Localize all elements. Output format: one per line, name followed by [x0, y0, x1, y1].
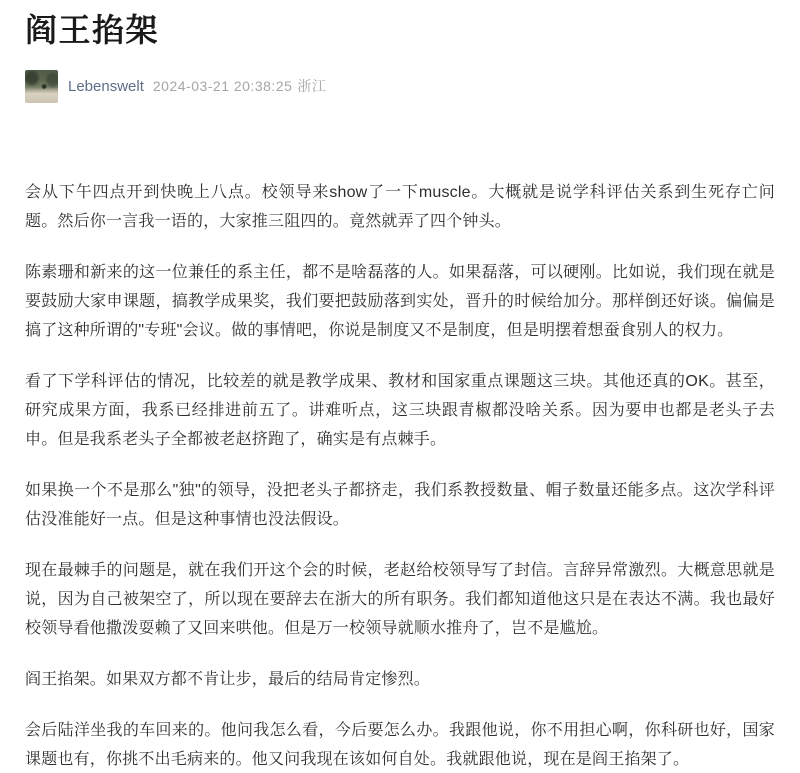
post-paragraph: 阎王掐架。如果双方都不肯让步，最后的结局肯定惨烈。	[25, 671, 431, 688]
post-paragraph: 陈素珊和新来的这一位兼任的系主任，都不是啥磊落的人。如果磊落，可以硬刚。比如说，我们现在就是要鼓励大家申课题，搞教学成果奖，我们要把鼓励落到实处，晋升的时候给加分。那样倒还好谈。偏偏是搞了这种所谓的"专班"会议。做的事情吧，你说是制度又不是制度，但是明摆着想蚕食别人的权力。	[25, 264, 775, 339]
post-paragraph: 如果换一个不是那么"独"的领导，没把老头子都挤走，我们系教授数量、帽子数量还能多点。这次学科评估没准能好一点。但是这种事情也没法假设。	[25, 482, 775, 528]
post-paragraph: 现在最棘手的问题是，就在我们开这个会的时候，老赵给校领导写了封信。言辞异常激烈。大概意思就是说，因为自己被架空了，所以现在要辞去在浙大的所有职务。我们都知道他这只是在表达不满。我也最好校领导看他撒泼耍赖了又回来哄他。但是万一校领导就顺水推舟了，岂不是尴尬。	[25, 562, 775, 637]
post-body	[25, 178, 775, 773]
post-paragraph: 会后陆洋坐我的车回来的。他问我怎么看，今后要怎么办。我跟他说，你不用担心啊，你科研也好，国家课题也有，你挑不出毛病来的。他又问我现在该如何自处。我就跟他说，现在是阎王掐架了。	[25, 722, 775, 768]
post-location: 浙江	[297, 78, 327, 94]
author-row	[25, 69, 775, 103]
author-avatar[interactable]	[25, 70, 58, 103]
author-name[interactable]: Lebenswelt	[68, 77, 144, 95]
post-paragraph: 会从下午四点开到快晚上八点。校领导来show了一下muscle。大概就是说学科评估关系到生死存亡问题。然后你一言我一语的，大家推三阻四的。竟然就弄了四个钟头。	[25, 184, 775, 230]
post-paragraph: 看了下学科评估的情况，比较差的就是教学成果、教材和国家重点课题这三块。其他还真的OK。甚至，研究成果方面，我系已经排进前五了。讲难听点，这三块跟青椒都没啥关系。因为要申也都是老头子去申。但是我系老头子全都被老赵挤跑了，确实是有点棘手。	[25, 373, 775, 448]
post-timestamp: 2024-03-21 20:38:25	[152, 78, 293, 94]
post-title: 阎王掐架	[25, 12, 160, 48]
